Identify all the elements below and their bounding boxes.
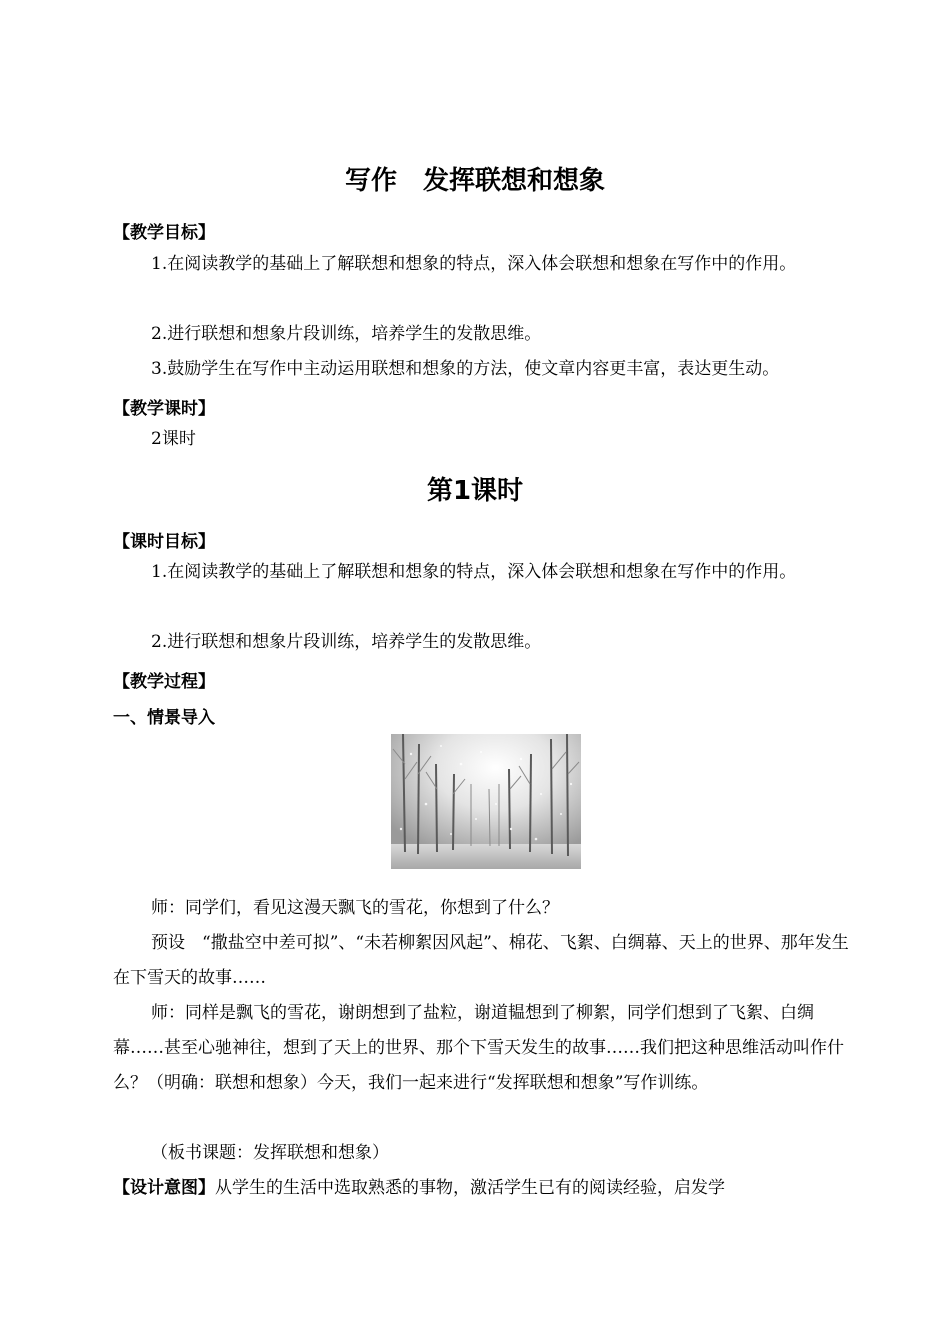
dialogue-paragraph-1: 师：同学们，看见这漫天飘飞的雪花，你想到了什么？ (151, 898, 559, 918)
snowy-forest-image (391, 734, 581, 869)
class-hours-value: 2课时 (151, 429, 196, 449)
design-intent (113, 1171, 873, 1206)
class-hours-heading: 【教学课时】 (113, 399, 215, 419)
dialogue-paragraph-2: 预设 “撒盐空中差可拟”、“未若柳絮因风起”、棉花、飞絮、白绸幕、天上的世界、那年发生在下雪天的故事…… (113, 933, 849, 988)
lesson-goal-2: 2.进行联想和想象片段训练，培养学生的发散思维。 (151, 632, 542, 652)
teaching-goal-2: 2.进行联想和想象片段训练，培养学生的发散思维。 (151, 324, 542, 344)
teaching-process-heading: 【教学过程】 (113, 672, 215, 692)
document-title: 写作 发挥联想和想象 (344, 166, 605, 196)
lesson-goals-heading: 【课时目标】 (113, 532, 215, 552)
lesson-goal-1: 1.在阅读教学的基础上了解联想和想象的特点，深入体会联想和想象在写作中的作用。 (151, 562, 797, 582)
design-intent-text: 从学生的生活中选取熟悉的事物，激活学生已有的阅读经验，启发学 (215, 1178, 725, 1198)
teaching-goal-3: 3.鼓励学生在写作中主动运用联想和想象的方法，使文章内容更丰富，表达更生动。 (151, 359, 780, 379)
teaching-goal-1: 1.在阅读教学的基础上了解联想和想象的特点，深入体会联想和想象在写作中的作用。 (151, 254, 797, 274)
lesson-title: 第1课时 (426, 476, 524, 506)
design-intent-label: 【设计意图】 (113, 1178, 215, 1198)
section-heading-intro: 一、情景导入 (113, 708, 215, 728)
dialogue-paragraph-3: 师：同样是飘飞的雪花，谢朗想到了盐粒，谢道韫想到了柳絮，同学们想到了飞絮、白绸幕……甚至心驰神往，想到了天上的世界、那个下雪天发生的故事……我们把这种思维活动叫作什么？（明确：联想和想象）今天，我们一起来进行“发挥联想和想象”写作训练。 (113, 1003, 844, 1093)
teaching-goals-heading: 【教学目标】 (113, 223, 215, 243)
board-note: （板书课题：发挥联想和想象） (151, 1143, 389, 1163)
